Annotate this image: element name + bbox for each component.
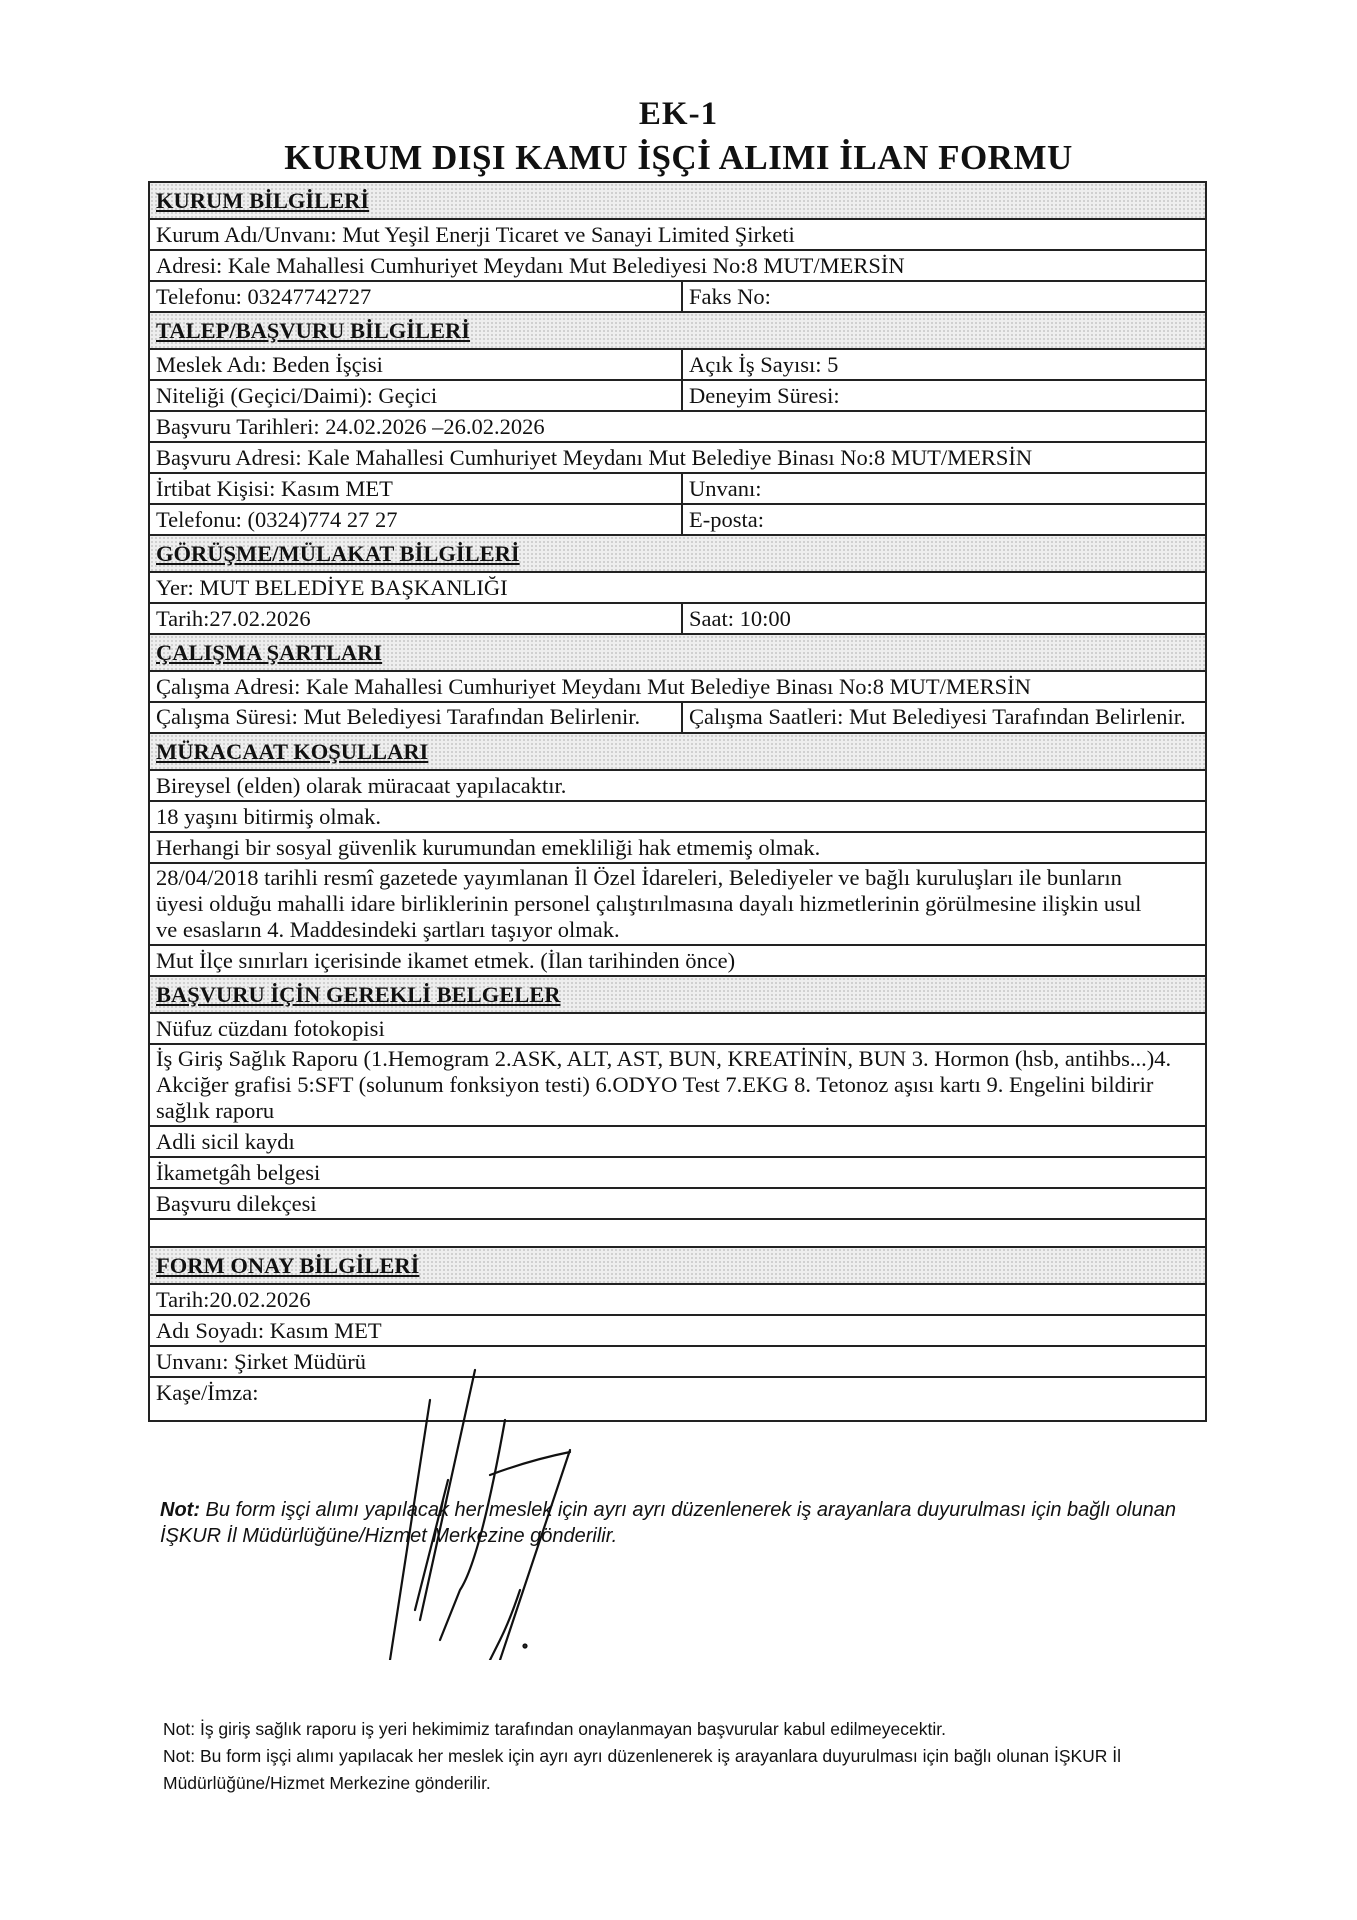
section-title: ÇALIŞMA ŞARTLARI (156, 640, 383, 665)
condition-item: Bireysel (elden) olarak müracaat yapılacaktır. (156, 773, 567, 798)
section-header-belgeler (150, 977, 1205, 1014)
form-row (150, 443, 1205, 474)
work-hours: Çalışma Saatleri: Mut Belediyesi Tarafından Belirlenir. (689, 704, 1186, 729)
form-row (150, 573, 1205, 604)
occupation: Meslek Adı: Beden İşçisi (150, 350, 683, 379)
condition-row (150, 802, 1205, 833)
document-item: İş Giriş Sağlık Raporu (1.Hemogram 2.ASK, ALT, AST, BUN, KREATİNİN, BUN 3. Hormon (hsb, antihbs...)4. Akciğer grafisi 5:SFT (solunum fonksiyon testi) 6.ODYO Test 7.EKG 8. Tetonoz aşısı kartı 9. Engelini bildirir sağlık raporu (156, 1046, 1172, 1123)
interview-time: Saat: 10:00 (689, 606, 791, 631)
interview-place: Yer: MUT BELEDİYE BAŞKANLIĞI (156, 575, 508, 600)
experience: Deneyim Süresi: (689, 383, 840, 408)
document-item: Nüfuz cüzdanı fotokopisi (156, 1016, 385, 1041)
section-header-talep (150, 313, 1205, 350)
interview-date: Tarih:27.02.2026 (150, 604, 683, 633)
form-row (150, 505, 1205, 536)
document-item: Adli sicil kaydı (156, 1129, 295, 1154)
approval-date: Tarih:20.02.2026 (156, 1287, 311, 1312)
section-title: GÖRÜŞME/MÜLAKAT BİLGİLERİ (156, 541, 520, 566)
announcement-form (148, 181, 1207, 1422)
work-address: Çalışma Adresi: Kale Mahallesi Cumhuriyet Meydanı Mut Belediye Binası No:8 MUT/MERSİN (156, 674, 1031, 699)
institution-address: Adresi: Kale Mahallesi Cumhuriyet Meydanı Mut Belediyesi No:8 MUT/MERSİN (156, 253, 905, 278)
stamp-signature-label: Kaşe/İmza: (156, 1380, 259, 1405)
condition-item: 28/04/2018 tarihli resmî gazetede yayımlanan İl Özel İdareleri, Belediyeler ve bağlı kuruluşları ile bunların üyesi olduğu mahalli idare birliklerinin personel çalıştırılmasına dayalı hizmetlerinin görülmesine ilişkin usul ve esasların 4. Maddesindeki şartları taşıyor olmak. (156, 865, 1142, 942)
form-row (150, 220, 1205, 251)
form-row (150, 703, 1205, 734)
section-header-muracaat (150, 734, 1205, 771)
footer-note: Not: İş giriş sağlık raporu iş yeri hekimimiz tarafından onaylanmayan başvurular kabul edilmeyecektir. (163, 1719, 946, 1739)
section-title: KURUM BİLGİLERİ (156, 188, 370, 213)
form-row (150, 412, 1205, 443)
form-row (150, 1285, 1205, 1316)
footer-note: Not: Bu form işçi alımı yapılacak her meslek için ayrı ayrı düzenlenerek iş arayanlara duyurulması için bağlı olunan İŞKUR İl Müdürlüğüne/Hizmet Merkezine gönderilir. (163, 1746, 1122, 1793)
form-row (150, 474, 1205, 505)
institution-phone: Telefonu: 03247742727 (150, 282, 683, 311)
document-item: İkametgâh belgesi (156, 1160, 321, 1185)
form-title: KURUM DIŞI KAMU İŞÇİ ALIMI İLAN FORMU (284, 138, 1073, 177)
approver-title: Unvanı: Şirket Müdürü (156, 1349, 366, 1374)
form-row (150, 350, 1205, 381)
section-title: FORM ONAY BİLGİLERİ (156, 1253, 420, 1278)
section-title: MÜRACAAT KOŞULLARI (156, 739, 429, 764)
document-row (150, 1189, 1205, 1220)
footer-notes (163, 1716, 1213, 1797)
annex-label: EK-1 (638, 96, 719, 132)
form-row (150, 1316, 1205, 1347)
application-dates: Başvuru Tarihleri: 24.02.2026 –26.02.2026 (156, 414, 545, 439)
section-title: TALEP/BAŞVURU BİLGİLERİ (156, 318, 471, 343)
section-header-kurum (150, 183, 1205, 220)
condition-item: Mut İlçe sınırları içerisinde ikamet etmek. (İlan tarihinden önce) (156, 948, 736, 973)
document-row (150, 1158, 1205, 1189)
section-header-gorusme (150, 536, 1205, 573)
condition-row (150, 864, 1205, 946)
document-row (150, 1127, 1205, 1158)
institution-name: Kurum Adı/Unvanı: Mut Yeşil Enerji Ticaret ve Sanayi Limited Şirketi (156, 222, 795, 247)
approver-name: Adı Soyadı: Kasım MET (156, 1318, 382, 1343)
condition-item: 18 yaşını bitirmiş olmak. (156, 804, 381, 829)
form-row (150, 251, 1205, 282)
open-positions: Açık İş Sayısı: 5 (689, 352, 839, 377)
note-label: Not: (160, 1499, 200, 1521)
form-row (150, 1378, 1205, 1422)
section-header-onay (150, 1248, 1205, 1285)
section-title: BAŞVURU İÇİN GEREKLİ BELGELER (156, 982, 561, 1007)
work-duration: Çalışma Süresi: Mut Belediyesi Tarafından Belirlenir. (150, 703, 683, 732)
document-row-empty (150, 1220, 1205, 1248)
document-item: Başvuru dilekçesi (156, 1191, 317, 1216)
contact-phone: Telefonu: (0324)774 27 27 (150, 505, 683, 534)
condition-row (150, 771, 1205, 802)
contact-title: Unvanı: (689, 476, 762, 501)
form-row (150, 1347, 1205, 1378)
document-row (150, 1014, 1205, 1045)
application-address: Başvuru Adresi: Kale Mahallesi Cumhuriyet Meydanı Mut Belediye Binası No:8 MUT/MERSİN (156, 445, 1033, 470)
contact-email: E-posta: (689, 507, 764, 532)
form-row (150, 604, 1205, 635)
condition-row (150, 833, 1205, 864)
form-note (160, 1497, 1220, 1549)
contact-person: İrtibat Kişisi: Kasım MET (150, 474, 683, 503)
form-row (150, 381, 1205, 412)
section-header-calisma (150, 635, 1205, 672)
document-row (150, 1045, 1205, 1127)
employment-type: Niteliği (Geçici/Daimi): Geçici (150, 381, 683, 410)
institution-fax: Faks No: (689, 284, 771, 309)
note-text: Bu form işçi alımı yapılacak her meslek için ayrı ayrı düzenlenerek iş arayanlara duyurulması için bağlı olunan İŞKUR İl Müdürlüğüne/Hizmet Merkezine gönderilir. (160, 1499, 1176, 1547)
condition-item: Herhangi bir sosyal güvenlik kurumundan emekliliği hak etmemiş olmak. (156, 835, 821, 860)
form-row (150, 672, 1205, 703)
form-row (150, 282, 1205, 313)
document-item (150, 1220, 1205, 1246)
condition-row (150, 946, 1205, 977)
